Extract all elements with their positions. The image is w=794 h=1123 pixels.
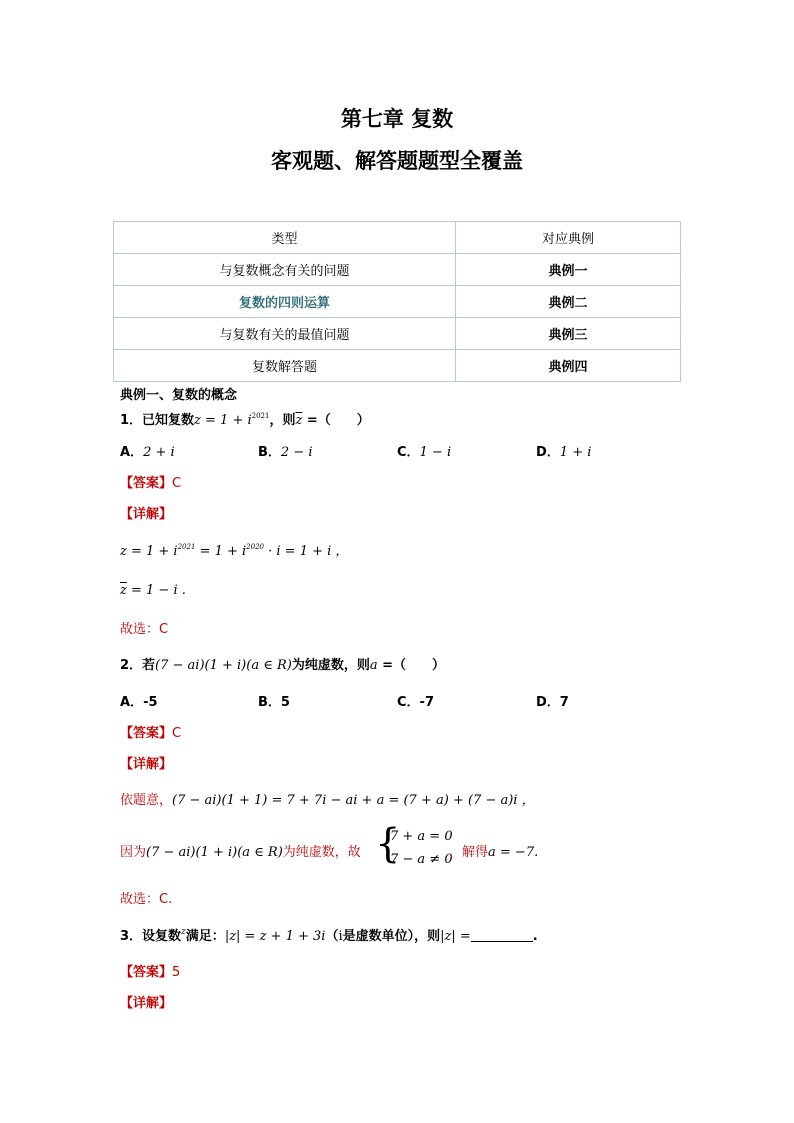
toc-cell-type: 复数的四则运算	[114, 286, 456, 318]
q1-stem-pre: 1．已知复数	[120, 413, 195, 428]
option-label: A．	[120, 695, 144, 710]
system-brace: {	[375, 821, 401, 867]
page-subtitle: 客观题、解答题题型全覆盖	[271, 148, 523, 173]
option-value: -7	[419, 695, 434, 710]
toc-cell-type: 与复数概念有关的问题	[114, 254, 456, 286]
q1-solution-line2	[120, 583, 186, 598]
q3-paren-rest: 是虚数单位），则	[342, 929, 441, 944]
solution-text: 依题意，	[120, 793, 173, 808]
math-text: a = −7	[488, 845, 535, 860]
answer-tag: 【答案】	[120, 726, 173, 741]
option-value: 7	[559, 695, 569, 710]
toc-header-example: 对应典例	[456, 222, 681, 254]
q2-option-c	[397, 691, 434, 710]
option-value: -5	[143, 695, 158, 710]
q2-answer	[120, 722, 181, 741]
math-text: $\overline{z}$	[120, 583, 127, 598]
toc-header-row	[114, 222, 681, 254]
q2-detail-tag: 【详解】	[120, 757, 173, 772]
toc-header-type: 类型	[114, 222, 456, 254]
toc-table	[113, 221, 681, 382]
solution-text: 为纯虚数，故	[282, 845, 361, 860]
q2-choice: 故选：C.	[120, 892, 173, 907]
option-label: B．	[258, 445, 281, 460]
q2-solution-line2	[120, 841, 361, 860]
question-2-stem	[120, 654, 445, 673]
q3-var: z	[181, 927, 186, 937]
toc-cell-type: 与复数有关的最值问题	[114, 318, 456, 350]
q2-option-d	[536, 691, 569, 710]
q2-stem-pre: 2．若	[120, 658, 156, 673]
option-label: C．	[397, 695, 420, 710]
toc-cell-example: 典例二	[456, 286, 681, 318]
q2-system-eq2: 7 − a ≠ 0	[390, 852, 453, 867]
q2-stem-end: =（ ）	[377, 658, 446, 673]
section-heading: 典例一、复数的概念	[120, 388, 238, 403]
math-exponent: 2021	[177, 543, 196, 551]
option-label: C．	[397, 445, 420, 460]
q1-solution-line1	[120, 540, 348, 559]
answer-value: C	[172, 726, 182, 741]
q3-stem-pre: 3．设复数	[120, 929, 182, 944]
toc-cell-type: 复数解答题	[114, 350, 456, 382]
toc-cell-example: 典例四	[456, 350, 681, 382]
q1-detail-tag: 【详解】	[120, 507, 173, 522]
table-row	[114, 350, 681, 382]
q3-answer	[120, 961, 180, 980]
q3-formula: |z| = z + 1 + 3i	[224, 929, 326, 944]
answer-tag: 【答案】	[120, 476, 173, 491]
math-text: z = 1 + i	[120, 544, 178, 559]
option-label: D．	[536, 445, 560, 460]
option-value: 5	[280, 695, 290, 710]
option-label: B．	[258, 695, 281, 710]
toc-cell-example: 典例一	[456, 254, 681, 286]
q1-option-b	[258, 441, 313, 460]
option-label: A．	[120, 445, 144, 460]
option-label: D．	[536, 695, 560, 710]
option-value: 1 − i	[419, 445, 452, 460]
q2-solution-result: ，解得a = −7.	[449, 845, 539, 860]
q1-exponent: 2021	[251, 412, 270, 420]
q1-zbar: $\overline{z}$	[295, 413, 303, 428]
table-row	[114, 254, 681, 286]
q1-option-d	[536, 441, 591, 460]
q1-answer	[120, 472, 181, 491]
math-text: = 1 + i	[195, 544, 247, 559]
solution-text: ，解得	[449, 845, 489, 860]
q1-formula: z = 1 + i	[194, 413, 252, 428]
q2-solution-line1	[120, 789, 535, 808]
q3-stem-end: .	[532, 929, 538, 944]
option-value: 1 + i	[559, 445, 592, 460]
q2-stem-mid: 为纯虚数，则	[291, 658, 370, 673]
q3-abs-z: |z| =	[440, 929, 471, 944]
math-text: · i = 1 + i ，	[264, 544, 349, 559]
q2-system-eq1: 7 + a = 0	[390, 829, 453, 844]
q1-stem-mid: ，则	[269, 413, 296, 428]
question-1-stem	[120, 409, 370, 428]
math-text: = 1 − i .	[126, 583, 186, 598]
q1-stem-end: =（ ）	[302, 413, 370, 428]
q3-i: i	[338, 929, 343, 944]
table-row	[114, 286, 681, 318]
solution-text: 因为	[120, 845, 147, 860]
table-row	[114, 318, 681, 350]
math-text: (7 − ai)(1 + i)(a ∈ R)	[146, 845, 283, 860]
q1-option-a	[120, 441, 175, 460]
answer-value: C	[172, 476, 182, 491]
q1-option-c	[397, 441, 451, 460]
q1-choice: 故选：C	[120, 622, 169, 637]
q3-paren: （	[325, 929, 339, 944]
q3-detail-tag: 【详解】	[120, 996, 173, 1011]
math-exponent: 2020	[246, 543, 264, 551]
toc-cell-example: 典例三	[456, 318, 681, 350]
answer-blank	[471, 930, 533, 942]
page-title: 第七章 复数	[340, 106, 454, 131]
q2-formula: (7 − ai)(1 + i)(a ∈ R)	[155, 658, 292, 673]
q2-var: a	[369, 658, 378, 673]
option-value: 2 − i	[280, 445, 313, 460]
q3-stem-mid: 满足：	[185, 929, 225, 944]
question-3-stem	[120, 925, 538, 944]
option-value: 2 + i	[143, 445, 175, 460]
math-text: (7 − ai)(1 + 1) = 7 + 7i − ai + a = (7 + a) + (7 − a)i ，	[172, 793, 535, 808]
q2-option-b	[258, 691, 290, 710]
q2-option-a	[120, 691, 158, 710]
answer-tag: 【答案】	[120, 965, 173, 980]
answer-value: 5	[172, 965, 181, 980]
